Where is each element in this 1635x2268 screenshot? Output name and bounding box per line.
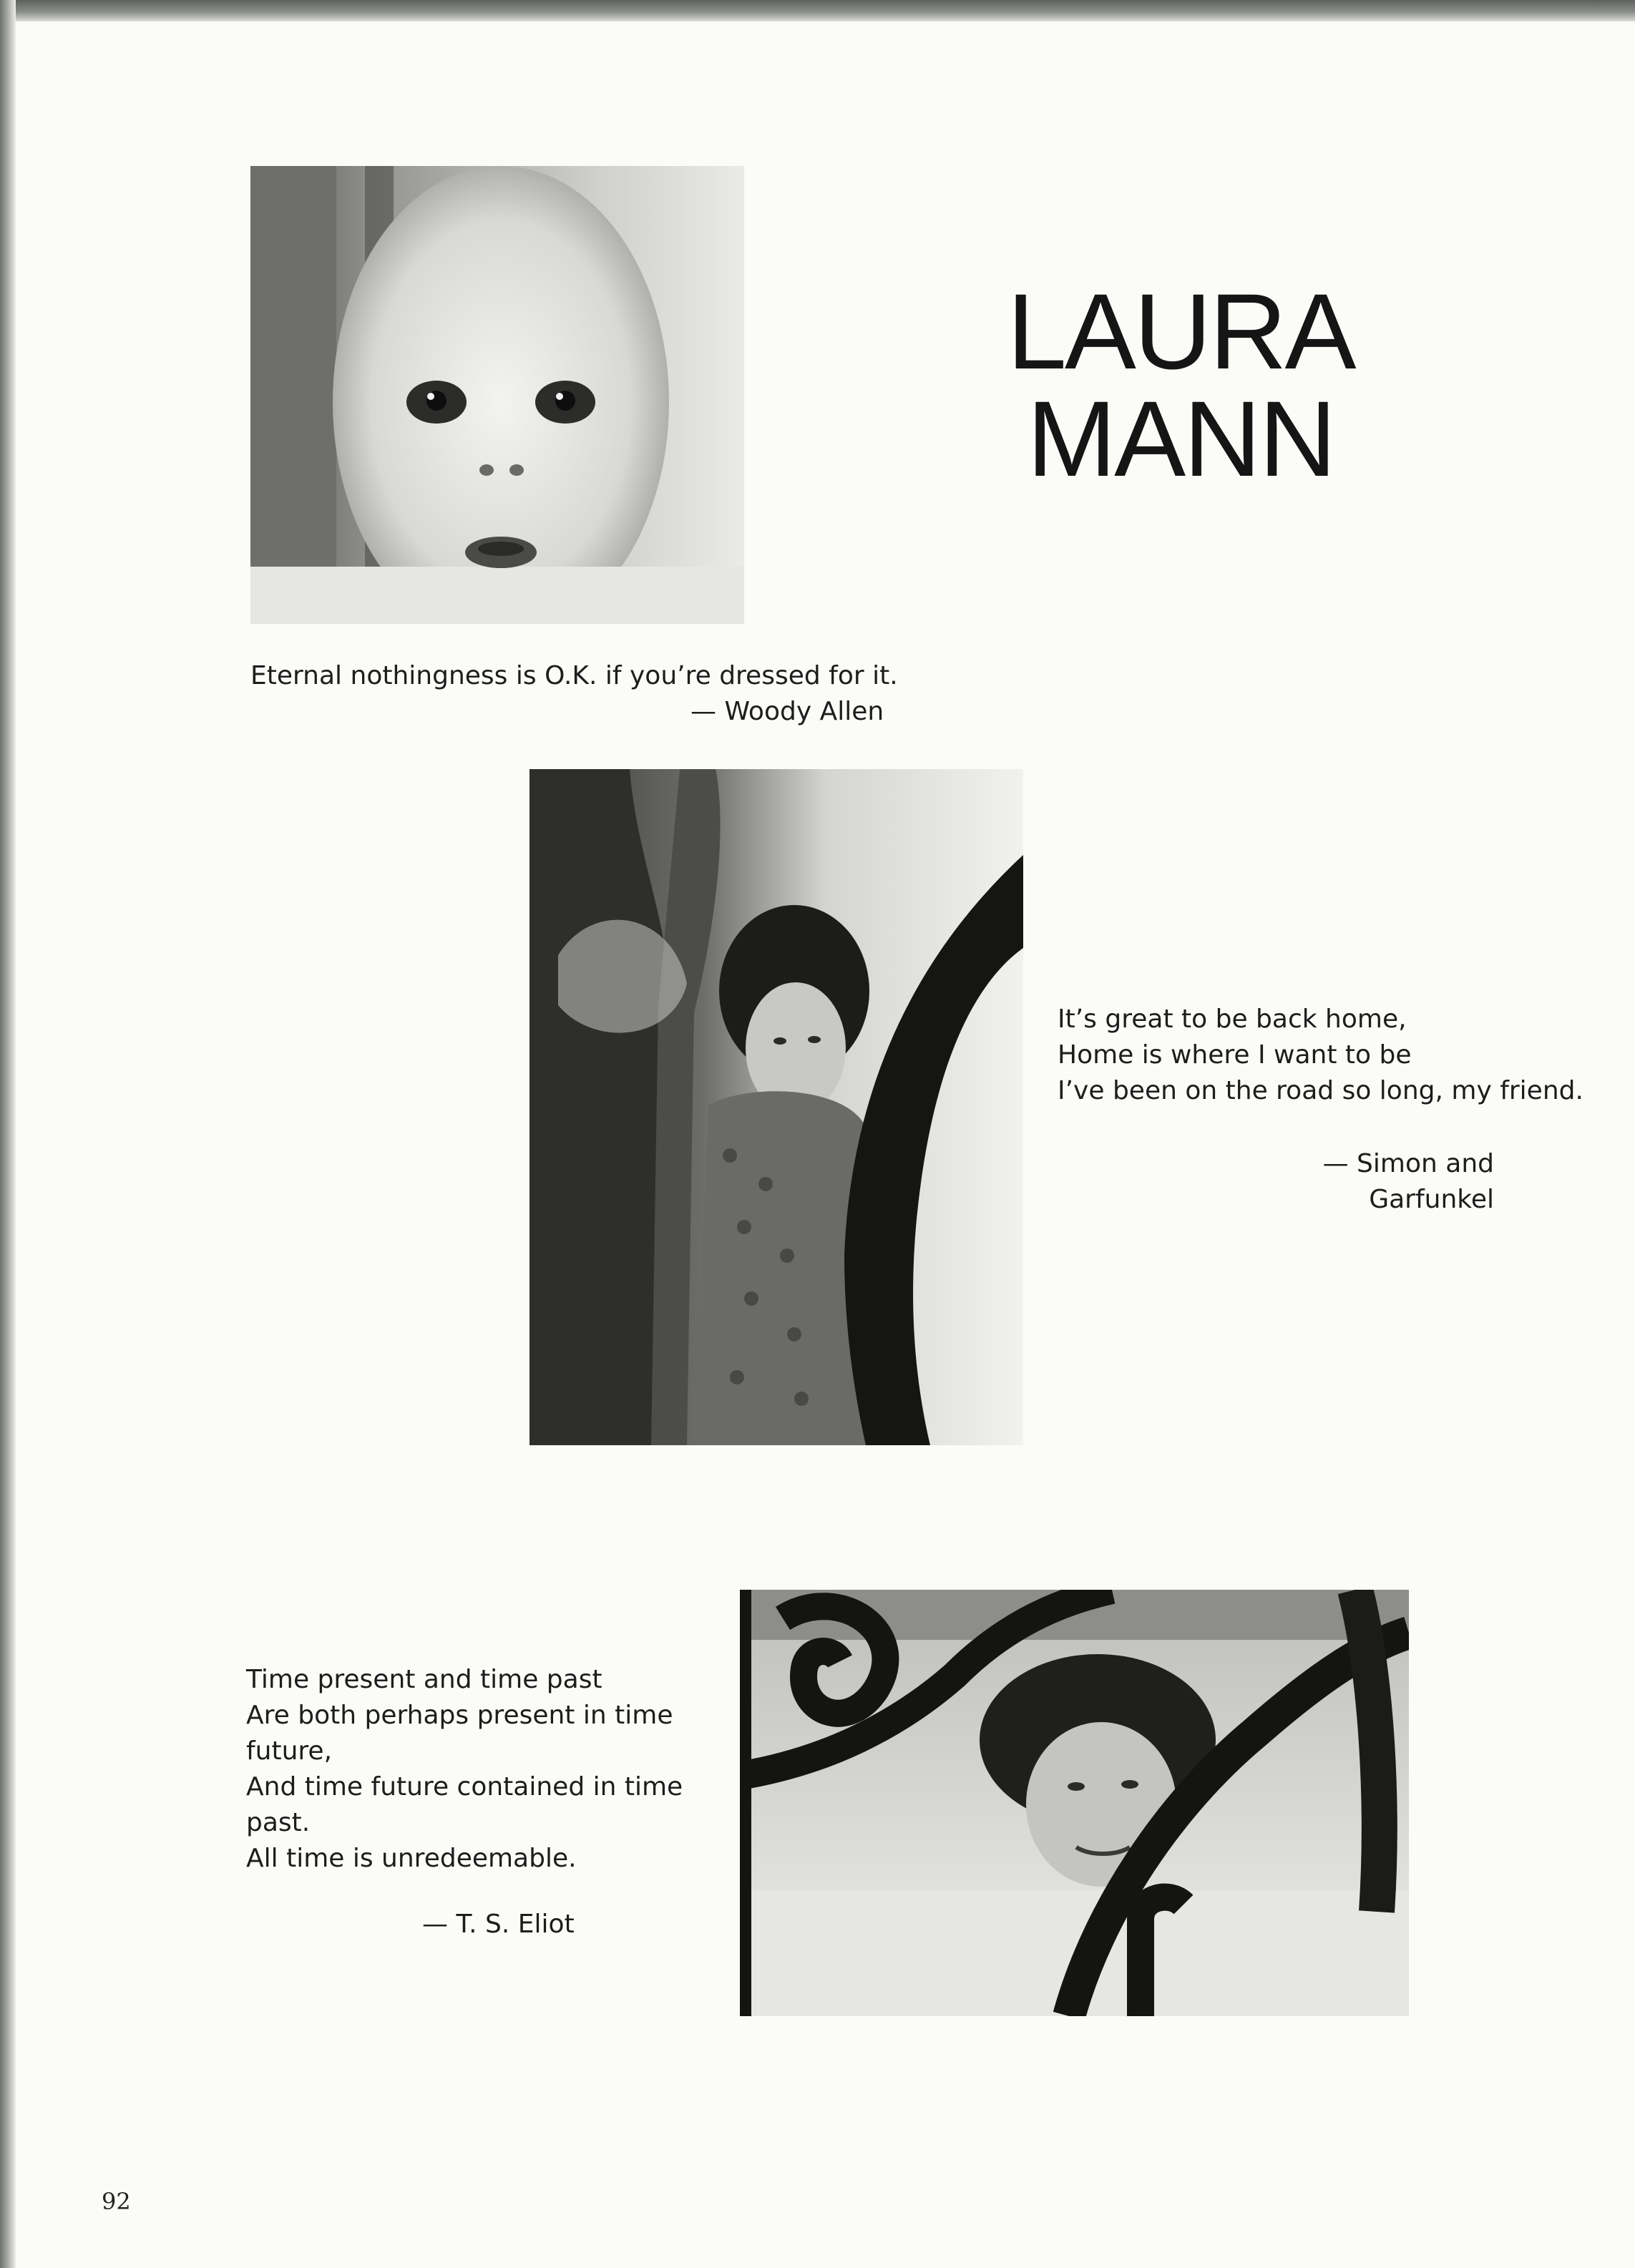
attribution-ts-eliot — [422, 1907, 575, 1942]
scroll-gate-photo — [740, 1590, 1409, 2016]
quote-line: Eternal nothingness is O.K. if you’re dressed for it. — [250, 661, 898, 690]
quote-line: future, — [246, 1736, 333, 1766]
quote-line: past. — [246, 1808, 311, 1837]
quote-line: Are both perhaps present in time — [246, 1701, 673, 1730]
quote-line: It’s great to be back home, — [1058, 1005, 1407, 1034]
page-edge — [0, 0, 1635, 21]
attribution-simon-garfunkel — [1321, 1146, 1494, 1218]
page-title — [995, 271, 1367, 499]
attribution-line: — T. S. Eliot — [422, 1910, 575, 1939]
quote-line: Home is where I want to be — [1058, 1040, 1412, 1070]
quote-ts-eliot — [246, 1662, 683, 1877]
baby-photo — [250, 166, 744, 624]
quote-line: I’ve been on the road so long, my friend. — [1058, 1076, 1583, 1105]
gate-portrait-photo — [529, 769, 1023, 1445]
attribution-line: — Woody Allen — [690, 697, 884, 726]
attribution-line: Garfunkel — [1369, 1185, 1494, 1214]
quote-simon-garfunkel — [1058, 1002, 1583, 1109]
quote-line: Time present and time past — [246, 1665, 602, 1694]
title-last-name: MANN — [1027, 378, 1334, 499]
title-first-name: LAURA — [1007, 271, 1355, 391]
quote-woody-allen — [250, 658, 898, 694]
quote-line: And time future contained in time — [246, 1772, 683, 1802]
quote-line: All time is unredeemable. — [246, 1844, 577, 1873]
page-binding-edge — [0, 0, 16, 2268]
attribution-line: — Simon and — [1322, 1149, 1494, 1178]
page-number: 92 — [102, 2188, 131, 2215]
attribution-woody-allen — [690, 694, 884, 730]
